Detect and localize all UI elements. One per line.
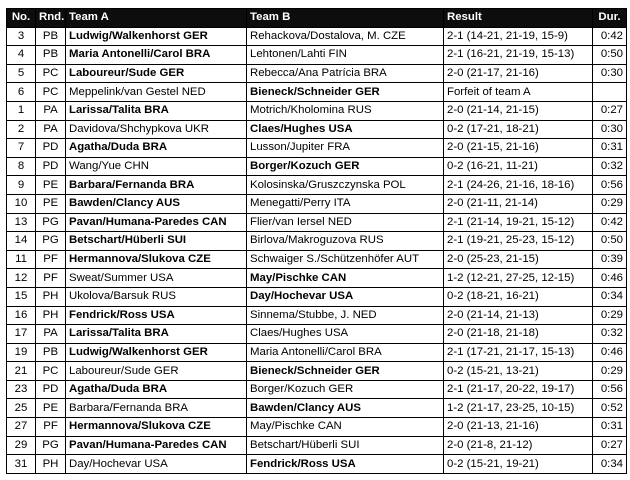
duration-cell: 0:34	[593, 287, 627, 306]
match-number-cell: 8	[7, 157, 36, 176]
table-row	[7, 380, 627, 399]
team-a-cell: Pavan/Humana-Paredes CAN	[66, 436, 247, 455]
round-cell: PG	[36, 232, 66, 251]
table-header	[7, 9, 627, 28]
round-cell: PE	[36, 194, 66, 213]
duration-cell	[593, 83, 627, 102]
result-cell: 2-0 (25-23, 21-15)	[444, 250, 593, 269]
result-cell: Forfeit of team A	[444, 83, 593, 102]
duration-cell: 0:30	[593, 120, 627, 139]
match-number-cell: 5	[7, 64, 36, 83]
result-cell: 0-2 (16-21, 11-21)	[444, 157, 593, 176]
team-a-cell: Fendrick/Ross USA	[66, 306, 247, 325]
match-results-table	[6, 8, 627, 474]
round-cell: PC	[36, 362, 66, 381]
result-cell: 2-1 (14-21, 21-19, 15-9)	[444, 27, 593, 46]
result-cell: 2-0 (21-11, 21-14)	[444, 194, 593, 213]
header-no: No.	[7, 9, 36, 28]
team-b-cell: Bawden/Clancy AUS	[247, 399, 444, 418]
result-cell: 2-1 (16-21, 21-19, 15-13)	[444, 46, 593, 65]
table-row	[7, 455, 627, 474]
round-cell: PB	[36, 46, 66, 65]
duration-cell: 0:50	[593, 46, 627, 65]
round-cell: PH	[36, 287, 66, 306]
team-a-cell: Hermannova/Slukova CZE	[66, 250, 247, 269]
duration-cell: 0:32	[593, 157, 627, 176]
round-cell: PC	[36, 83, 66, 102]
round-cell: PA	[36, 120, 66, 139]
team-a-cell: Barbara/Fernanda BRA	[66, 176, 247, 195]
table-row	[7, 269, 627, 288]
round-cell: PG	[36, 213, 66, 232]
duration-cell: 0:56	[593, 176, 627, 195]
match-number-cell: 7	[7, 139, 36, 158]
duration-cell: 0:29	[593, 306, 627, 325]
round-cell: PF	[36, 269, 66, 288]
duration-cell: 0:34	[593, 455, 627, 474]
team-a-cell: Sweat/Summer USA	[66, 269, 247, 288]
round-cell: PH	[36, 455, 66, 474]
table-row	[7, 176, 627, 195]
header-result: Result	[444, 9, 593, 28]
duration-cell: 0:30	[593, 64, 627, 83]
duration-cell: 0:29	[593, 194, 627, 213]
team-b-cell: Borger/Kozuch GER	[247, 380, 444, 399]
result-cell: 2-1 (17-21, 21-17, 15-13)	[444, 343, 593, 362]
table-row	[7, 27, 627, 46]
table-row	[7, 120, 627, 139]
match-number-cell: 4	[7, 46, 36, 65]
table-row	[7, 418, 627, 437]
result-cell: 2-1 (19-21, 25-23, 15-12)	[444, 232, 593, 251]
duration-cell: 0:31	[593, 139, 627, 158]
round-cell: PD	[36, 157, 66, 176]
team-b-cell: Kolosinska/Gruszczynska POL	[247, 176, 444, 195]
team-b-cell: Motrich/Kholomina RUS	[247, 101, 444, 120]
match-number-cell: 21	[7, 362, 36, 381]
table-row	[7, 436, 627, 455]
team-a-cell: Larissa/Talita BRA	[66, 325, 247, 344]
duration-cell: 0:32	[593, 325, 627, 344]
team-b-cell: Maria Antonelli/Carol BRA	[247, 343, 444, 362]
duration-cell: 0:56	[593, 380, 627, 399]
team-b-cell: Menegatti/Perry ITA	[247, 194, 444, 213]
table-row	[7, 139, 627, 158]
match-number-cell: 23	[7, 380, 36, 399]
duration-cell: 0:46	[593, 343, 627, 362]
result-cell: 2-1 (21-14, 19-21, 15-12)	[444, 213, 593, 232]
table-row	[7, 157, 627, 176]
duration-cell: 0:42	[593, 27, 627, 46]
result-cell: 2-0 (21-15, 21-16)	[444, 139, 593, 158]
team-b-cell: Claes/Hughes USA	[247, 325, 444, 344]
team-a-cell: Davidova/Shchypkova UKR	[66, 120, 247, 139]
result-cell: 0-2 (17-21, 18-21)	[444, 120, 593, 139]
table-row	[7, 399, 627, 418]
match-number-cell: 17	[7, 325, 36, 344]
round-cell: PA	[36, 325, 66, 344]
match-number-cell: 29	[7, 436, 36, 455]
match-number-cell: 19	[7, 343, 36, 362]
team-a-cell: Wang/Yue CHN	[66, 157, 247, 176]
round-cell: PB	[36, 27, 66, 46]
team-b-cell: May/Pischke CAN	[247, 418, 444, 437]
match-number-cell: 27	[7, 418, 36, 437]
header-row	[7, 9, 627, 28]
table-row	[7, 325, 627, 344]
round-cell: PG	[36, 436, 66, 455]
round-cell: PD	[36, 380, 66, 399]
match-number-cell: 12	[7, 269, 36, 288]
result-cell: 0-2 (15-21, 19-21)	[444, 455, 593, 474]
team-a-cell: Laboureur/Sude GER	[66, 362, 247, 381]
match-number-cell: 3	[7, 27, 36, 46]
result-cell: 2-0 (21-13, 21-16)	[444, 418, 593, 437]
match-number-cell: 2	[7, 120, 36, 139]
result-cell: 2-1 (24-26, 21-16, 18-16)	[444, 176, 593, 195]
duration-cell: 0:31	[593, 418, 627, 437]
match-number-cell: 16	[7, 306, 36, 325]
team-a-cell: Maria Antonelli/Carol BRA	[66, 46, 247, 65]
team-b-cell: Flier/van Iersel NED	[247, 213, 444, 232]
team-b-cell: Sinnema/Stubbe, J. NED	[247, 306, 444, 325]
team-a-cell: Laboureur/Sude GER	[66, 64, 247, 83]
team-a-cell: Barbara/Fernanda BRA	[66, 399, 247, 418]
team-b-cell: May/Pischke CAN	[247, 269, 444, 288]
result-cell: 2-0 (21-17, 21-16)	[444, 64, 593, 83]
team-a-cell: Ukolova/Barsuk RUS	[66, 287, 247, 306]
match-number-cell: 10	[7, 194, 36, 213]
duration-cell: 0:46	[593, 269, 627, 288]
team-b-cell: Birlova/Makroguzova RUS	[247, 232, 444, 251]
table-row	[7, 306, 627, 325]
round-cell: PF	[36, 418, 66, 437]
duration-cell: 0:42	[593, 213, 627, 232]
table-row	[7, 287, 627, 306]
table-body	[7, 27, 627, 473]
result-cell: 1-2 (21-17, 23-25, 10-15)	[444, 399, 593, 418]
team-a-cell: Bawden/Clancy AUS	[66, 194, 247, 213]
team-b-cell: Rehackova/Dostalova, M. CZE	[247, 27, 444, 46]
match-number-cell: 11	[7, 250, 36, 269]
header-team-b: Team B	[247, 9, 444, 28]
table-row	[7, 232, 627, 251]
table-row	[7, 213, 627, 232]
round-cell: PE	[36, 176, 66, 195]
team-a-cell: Agatha/Duda BRA	[66, 380, 247, 399]
round-cell: PA	[36, 101, 66, 120]
result-cell: 0-2 (15-21, 13-21)	[444, 362, 593, 381]
result-cell: 2-0 (21-18, 21-18)	[444, 325, 593, 344]
table-row	[7, 343, 627, 362]
team-b-cell: Bieneck/Schneider GER	[247, 83, 444, 102]
header-team-a: Team A	[66, 9, 247, 28]
result-cell: 2-0 (21-8, 21-12)	[444, 436, 593, 455]
team-a-cell: Meppelink/van Gestel NED	[66, 83, 247, 102]
round-cell: PC	[36, 64, 66, 83]
round-cell: PH	[36, 306, 66, 325]
round-cell: PB	[36, 343, 66, 362]
team-a-cell: Hermannova/Slukova CZE	[66, 418, 247, 437]
match-number-cell: 9	[7, 176, 36, 195]
team-b-cell: Claes/Hughes USA	[247, 120, 444, 139]
duration-cell: 0:50	[593, 232, 627, 251]
team-b-cell: Schwaiger S./Schützenhöfer AUT	[247, 250, 444, 269]
result-cell: 2-1 (21-17, 20-22, 19-17)	[444, 380, 593, 399]
match-number-cell: 1	[7, 101, 36, 120]
team-a-cell: Ludwig/Walkenhorst GER	[66, 343, 247, 362]
duration-cell: 0:29	[593, 362, 627, 381]
match-number-cell: 13	[7, 213, 36, 232]
header-round: Rnd.	[36, 9, 66, 28]
table-row	[7, 362, 627, 381]
team-b-cell: Borger/Kozuch GER	[247, 157, 444, 176]
team-a-cell: Pavan/Humana-Paredes CAN	[66, 213, 247, 232]
team-b-cell: Betschart/Hüberli SUI	[247, 436, 444, 455]
team-a-cell: Ludwig/Walkenhorst GER	[66, 27, 247, 46]
duration-cell: 0:27	[593, 436, 627, 455]
team-b-cell: Bieneck/Schneider GER	[247, 362, 444, 381]
team-b-cell: Lusson/Jupiter FRA	[247, 139, 444, 158]
team-b-cell: Day/Hochevar USA	[247, 287, 444, 306]
team-a-cell: Agatha/Duda BRA	[66, 139, 247, 158]
table-row	[7, 64, 627, 83]
duration-cell: 0:39	[593, 250, 627, 269]
match-number-cell: 6	[7, 83, 36, 102]
result-cell: 2-0 (21-14, 21-13)	[444, 306, 593, 325]
team-b-cell: Lehtonen/Lahti FIN	[247, 46, 444, 65]
result-cell: 0-2 (18-21, 16-21)	[444, 287, 593, 306]
team-b-cell: Fendrick/Ross USA	[247, 455, 444, 474]
duration-cell: 0:27	[593, 101, 627, 120]
round-cell: PE	[36, 399, 66, 418]
round-cell: PF	[36, 250, 66, 269]
round-cell: PD	[36, 139, 66, 158]
duration-cell: 0:52	[593, 399, 627, 418]
match-number-cell: 25	[7, 399, 36, 418]
team-a-cell: Betschart/Hüberli SUI	[66, 232, 247, 251]
table-row	[7, 250, 627, 269]
table-row	[7, 194, 627, 213]
match-number-cell: 15	[7, 287, 36, 306]
match-number-cell: 14	[7, 232, 36, 251]
table-row	[7, 83, 627, 102]
team-b-cell: Rebecca/Ana Patrícia BRA	[247, 64, 444, 83]
table-row	[7, 101, 627, 120]
header-duration: Dur.	[593, 9, 627, 28]
result-cell: 1-2 (12-21, 27-25, 12-15)	[444, 269, 593, 288]
match-number-cell: 31	[7, 455, 36, 474]
team-a-cell: Day/Hochevar USA	[66, 455, 247, 474]
table-row	[7, 46, 627, 65]
result-cell: 2-0 (21-14, 21-15)	[444, 101, 593, 120]
team-a-cell: Larissa/Talita BRA	[66, 101, 247, 120]
